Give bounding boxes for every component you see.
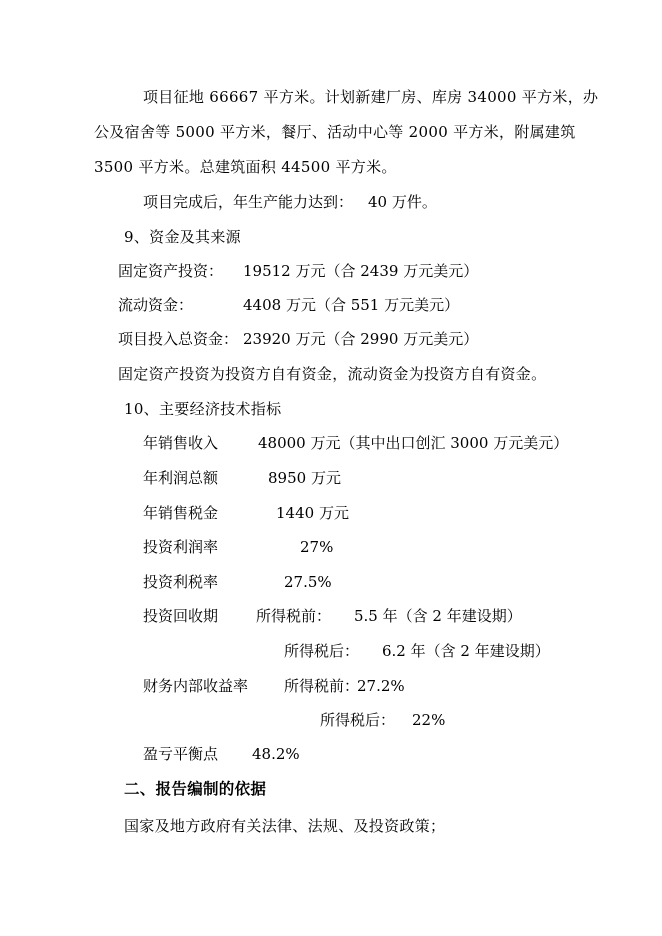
payback-label: 投资回收期 [143,607,219,625]
total-investment-value: 23920 万元（合 2990 万元美元） [243,330,479,348]
irr-post-label: 所得税后： [320,711,396,729]
sales-tax-value: 1440 万元 [276,504,349,522]
roi-label: 投资利润率 [143,538,219,556]
section2-line-1: 国家及地方政府有关法律、法规、及投资政策； [124,817,446,835]
breakeven-label: 盈亏平衡点 [143,745,219,763]
payback-post-label: 所得税后： [284,642,360,660]
roi-tax-value: 27.5% [284,573,332,591]
irr-label: 财务内部收益率 [143,677,249,695]
total-profit-value: 8950 万元 [268,469,341,487]
roi-value: 27% [300,538,334,556]
payback-pre-value: 5.5 年（含 2 年建设期） [354,607,522,625]
capacity-label: 项目完成后，年生产能力达到： [143,193,354,211]
sales-tax-label: 年销售税金 [143,504,219,522]
irr-post-value: 22% [412,711,446,729]
sales-revenue-label: 年销售收入 [143,434,219,452]
payback-pre-label: 所得税前： [256,607,332,625]
total-profit-label: 年利润总额 [143,469,219,487]
intro-line-3: 3500 平方米。总建筑面积 44500 平方米。 [94,158,397,176]
section2-heading: 二、报告编制的依据 [124,779,267,798]
sales-revenue-value: 48000 万元（其中出口创汇 3000 万元美元） [258,434,569,452]
capacity-value: 40 万件。 [368,193,437,211]
fixed-investment-label: 固定资产投资： [118,262,224,280]
working-capital-label: 流动资金： [118,296,194,314]
funds-note: 固定资产投资为投资方自有资金，流动资金为投资方自有资金。 [118,365,547,383]
working-capital-value: 4408 万元（合 551 万元美元） [243,296,460,314]
intro-line-2: 公及宿舍等 5000 平方米，餐厅、活动中心等 2000 平方米，附属建筑 [94,123,576,141]
roi-tax-label: 投资利税率 [143,573,219,591]
funds-heading: 9、资金及其来源 [124,228,241,246]
irr-pre-value: 27.2% [357,677,405,695]
breakeven-value: 48.2% [252,745,300,763]
fixed-investment-value: 19512 万元（合 2439 万元美元） [243,262,479,280]
payback-post-value: 6.2 年（含 2 年建设期） [382,642,550,660]
total-investment-label: 项目投入总资金： [118,330,239,348]
intro-line-1: 项目征地 66667 平方米。计划新建厂房、库房 34000 平方米，办 [143,88,599,106]
irr-pre-label: 所得税前： [284,677,360,695]
indicators-heading: 10、主要经济技术指标 [124,400,282,418]
